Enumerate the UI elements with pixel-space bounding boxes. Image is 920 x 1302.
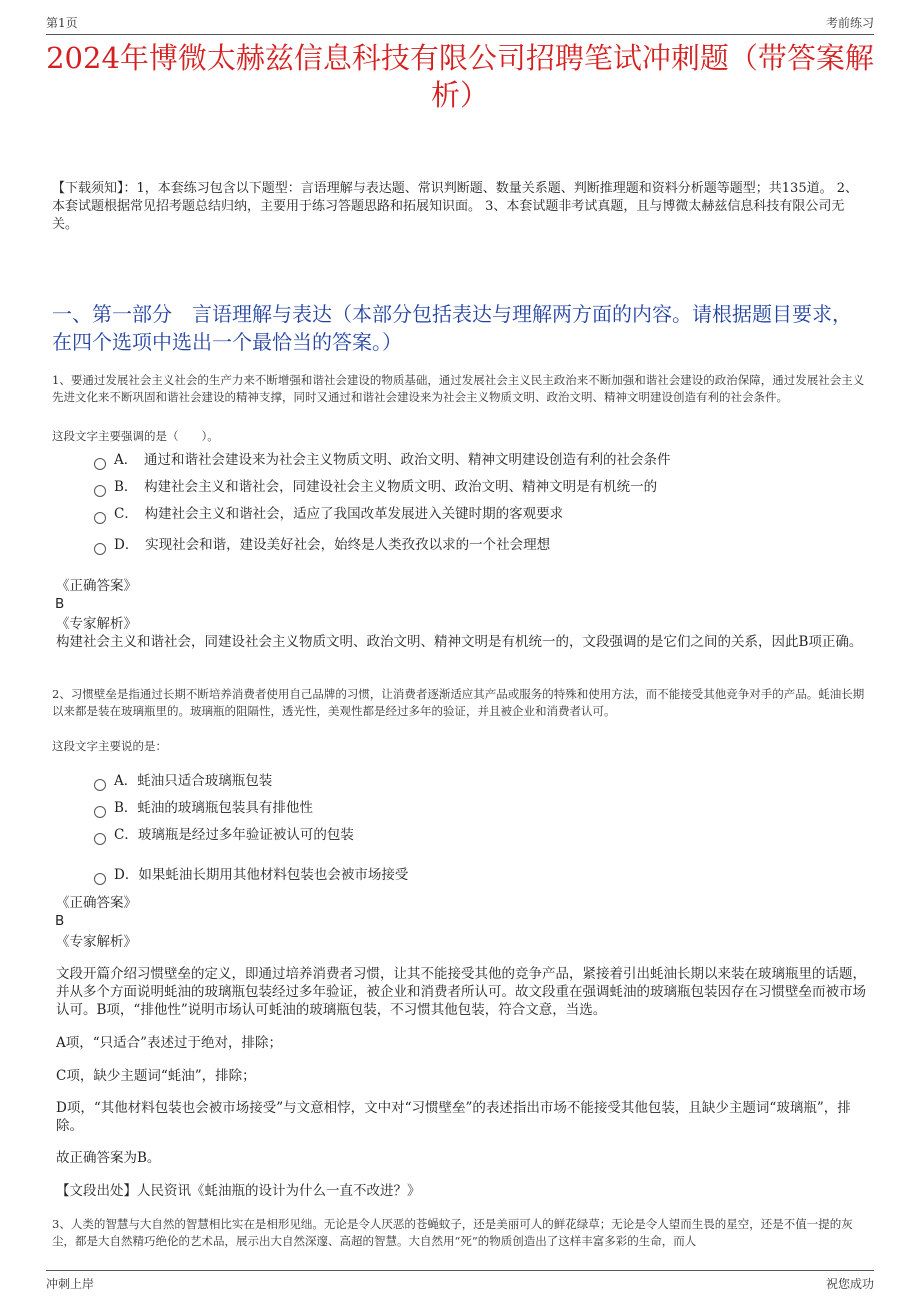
- page-header: [46, 14, 874, 35]
- radio-icon[interactable]: [94, 873, 106, 885]
- q2-source: 【文段出处】人民资讯《蚝油瓶的设计为什么一直不改进？》: [56, 1183, 421, 1199]
- q2-answer-label: 《正确答案》: [56, 895, 137, 911]
- footer-right: 祝您成功: [825, 1277, 874, 1291]
- radio-icon[interactable]: [94, 779, 106, 791]
- q2-analysis: 文段开篇介绍习惯壁垒的定义，即通过培养消费者习惯，让其不能接受其他的竞争产品，紧接着引出蚝油长期以来装在玻璃瓶里的话题，并从多个方面说明蚝油的玻璃瓶包装经过多年验证，被企业和消费者所认可。故文段重在强调蚝油的玻璃瓶包装因存在习惯壁垒而被市场认可。B项，“排他性”说明市场认可蚝油的玻璃瓶包装，不习惯其他包装，符合文意，当选。: [56, 966, 866, 1018]
- radio-icon[interactable]: [94, 512, 106, 524]
- q2-option-c[interactable]: C．玻璃瓶是经过多年验证被认可的包装: [94, 826, 354, 844]
- q1-option-d[interactable]: D． 实现社会和谐，建设美好社会，始终是人类孜孜以求的一个社会理想: [94, 536, 550, 554]
- q1-option-a[interactable]: A． 通过和谐社会建设来为社会主义物质文明、政治文明、精神文明建设创造有利的社会条件: [94, 451, 671, 469]
- radio-icon[interactable]: [94, 458, 106, 470]
- q1-stem: 1、要通过发展社会主义社会的生产力来不断增强和谐社会建设的物质基础，通过发展社会主义民主政治来不断加强和谐社会建设的政治保障，通过发展社会主义先进文化来不断巩固和谐社会建设的精神支撑，同时又通过和谐社会建设来为社会主义物质文明、政治文明、精神文明建设创造有利的社会条件。: [52, 373, 865, 404]
- q1-option-c[interactable]: C． 构建社会主义和谐社会，适应了我国改革发展进入关键时期的客观要求: [94, 505, 563, 523]
- q1-analysis: 构建社会主义和谐社会，同建设社会主义物质文明、政治文明、精神文明是有机统一的，文段强调的是它们之间的关系，因此B项正确。: [56, 634, 863, 650]
- q3-stem: 3、人类的智慧与大自然的智慧相比实在是相形见绌。无论是令人厌恶的苍蝇蚊子，还是美丽可人的鲜花绿草；无论是令人望而生畏的星空，还是不值一提的灰尘，都是大自然精巧绝伦的艺术品，展示出大自然深邃、高超的智慧。大自然用“死”的物质创造出了这样丰富多彩的生命，而人: [52, 1217, 853, 1248]
- q2-analysis-d: D项，“其他材料包装也会被市场接受”与文意相悖，文中对“习惯壁垒”的表述指出市场不能接受其他包装，且缺少主题词“玻璃瓶”，排除。: [56, 1100, 851, 1134]
- q1-answer: B: [55, 596, 65, 612]
- download-notice: 【下载须知】：1，本套练习包含以下题型：言语理解与表达题、常识判断题、数量关系题、判断推理题和资料分析题等题型；共135道。 2、本套试题根据常见招考题总结归纳，主要用于练习答题思路和拓展知识面。 3、本套试题非考试真题，且与博微太赫兹信息科技有限公司无关。: [52, 181, 858, 232]
- q2-conclusion: 故正确答案为B。: [56, 1150, 161, 1166]
- page-footer: [46, 1270, 874, 1294]
- document-title: 2024年博微太赫兹信息科技有限公司招聘笔试冲刺题（带答案解析）: [46, 41, 874, 112]
- page-number: 第1页: [46, 16, 78, 30]
- radio-icon[interactable]: [94, 833, 106, 845]
- q2-option-b[interactable]: B．蚝油的玻璃瓶包装具有排他性: [94, 799, 313, 817]
- q1-analysis-label: 《专家解析》: [56, 616, 137, 632]
- q2-analysis-c: C项，缺少主题词“蚝油”，排除；: [56, 1068, 256, 1084]
- q2-answer: B: [55, 913, 65, 929]
- q2-analysis-label: 《专家解析》: [56, 934, 137, 950]
- q1-answer-label: 《正确答案》: [56, 578, 137, 594]
- radio-icon[interactable]: [94, 543, 106, 555]
- q2-option-a[interactable]: A．蚝油只适合玻璃瓶包装: [94, 772, 272, 790]
- q2-question: 这段文字主要说的是：: [52, 739, 167, 753]
- q1-question: 这段文字主要强调的是（ ）。: [52, 429, 219, 443]
- section-title: 一、第一部分 言语理解与表达（本部分包括表达与理解两方面的内容。请根据题目要求，在四个选项中选出一个最恰当的答案。）: [52, 302, 852, 354]
- q2-analysis-a: A项，“只适合”表述过于绝对，排除；: [56, 1035, 283, 1051]
- header-label: 考前练习: [825, 16, 874, 30]
- radio-icon[interactable]: [94, 485, 106, 497]
- footer-left: 冲刺上岸: [46, 1277, 95, 1291]
- q1-option-b[interactable]: B． 构建社会主义和谐社会，同建设社会主义物质文明、政治文明、精神文明是有机统一的: [94, 478, 657, 496]
- q2-stem: 2、习惯壁垒是指通过长期不断培养消费者使用自己品牌的习惯，让消费者逐渐适应其产品或服务的特殊和使用方法，而不能接受其他竞争对手的产品。蚝油长期以来都是装在玻璃瓶里的。玻璃瓶的阻隔性，透光性，美观性都是经过多年的验证，并且被企业和消费者认可。: [52, 687, 865, 718]
- radio-icon[interactable]: [94, 806, 106, 818]
- q2-option-d[interactable]: D．如果蚝油长期用其他材料包装也会被市场接受: [94, 866, 408, 884]
